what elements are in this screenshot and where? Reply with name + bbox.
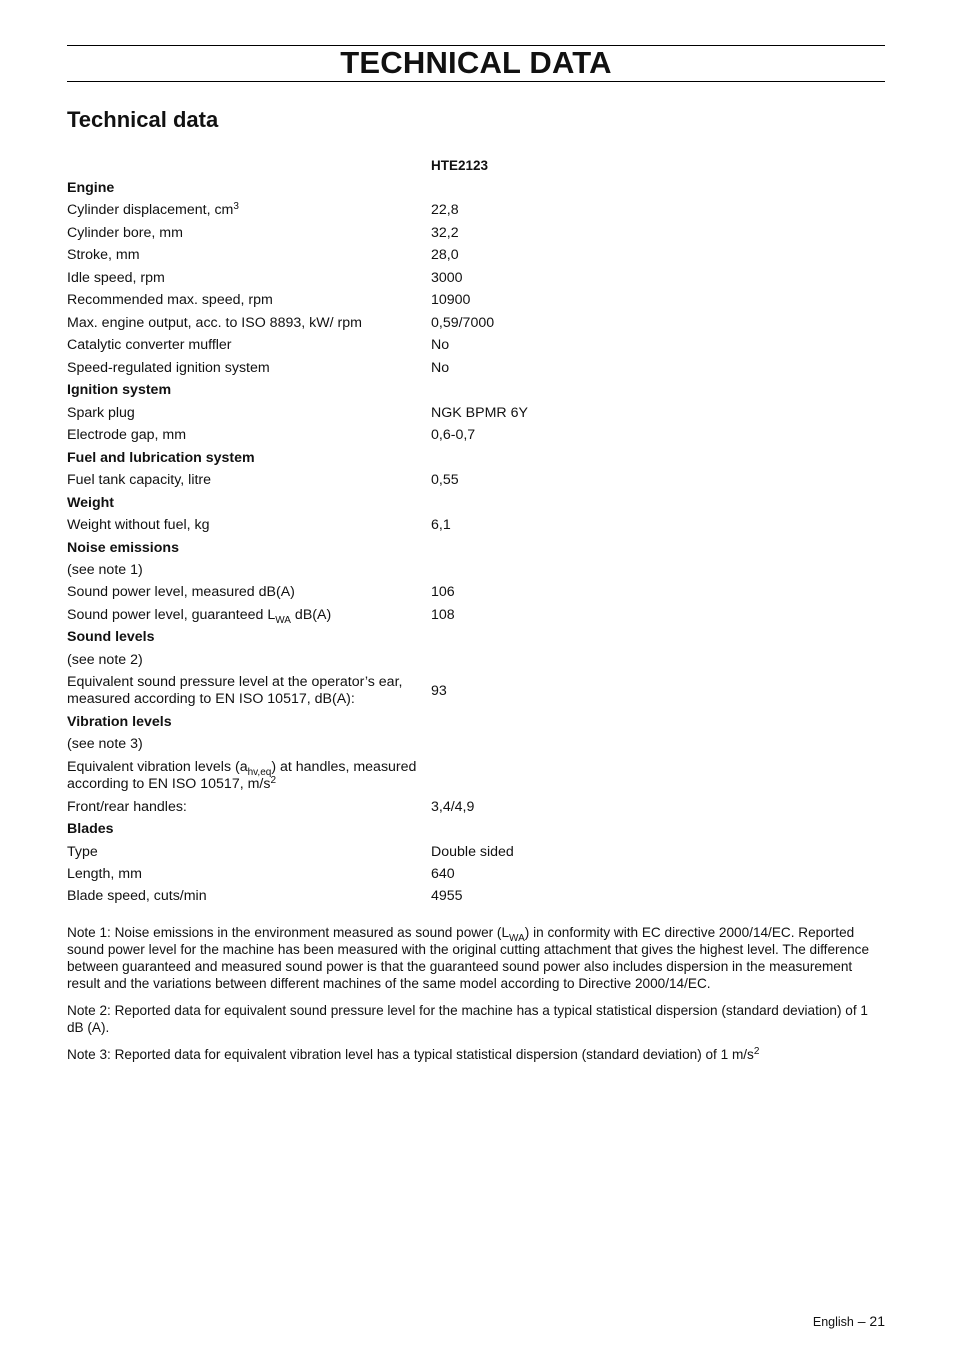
sound-power-guaranteed-label: Sound power level, guaranteed $L_{WA}$ dB(A) <box>67 607 332 626</box>
model-column-header: HTE2123 <box>431 158 489 173</box>
sound-power-guaranteed-value: 108 <box>431 607 455 623</box>
blade-length-label: Length, mm <box>67 866 142 882</box>
note-3: Note 3: Reported data for equivalent vibration level has a typical statistical dispersion (standard deviation) of 1 $m/s^2$ <box>67 1046 760 1062</box>
blade-length-value: 640 <box>431 866 455 882</box>
engine-output-label: Max. engine output, acc. to ISO 8893, kW/ rpm <box>67 315 362 331</box>
fuel-heading: Fuel and lubrication system <box>67 450 255 466</box>
sound-heading: Sound levels <box>67 629 155 645</box>
blade-type-label: Type <box>67 844 98 860</box>
vibration-note-ref: (see note 3) <box>67 736 143 752</box>
page-number: – 21 <box>857 1313 885 1329</box>
speed-regulated-value: No <box>431 360 450 376</box>
weight-heading: Weight <box>67 495 115 511</box>
noise-note-ref: (see note 1) <box>67 562 143 578</box>
spark-plug-value: NGK BPMR 6Y <box>431 405 528 421</box>
fuel-tank-value: 0,55 <box>431 472 459 488</box>
fuel-tank-label: Fuel tank capacity, litre <box>67 472 212 488</box>
catalytic-label: Catalytic converter muffler <box>67 337 232 353</box>
idle-speed-value: 3000 <box>431 270 463 286</box>
stroke-label: Stroke, mm <box>67 247 140 263</box>
note-2: Note 2: Reported data for equivalent sound pressure level for the machine has a typical statistical dispersion (standard deviation) of 1 dB (A). <box>67 1003 868 1035</box>
blade-speed-value: 4955 <box>431 888 463 904</box>
sound-power-measured-label: Sound power level, measured dB(A) <box>67 584 295 600</box>
electrode-gap-label: Electrode gap, mm <box>67 427 187 443</box>
bore-label: Cylinder bore, mm <box>67 225 183 241</box>
engine-heading: Engine <box>67 180 115 196</box>
footer-language: English <box>812 1315 854 1329</box>
catalytic-value: No <box>431 337 450 353</box>
idle-speed-label: Idle speed, rpm <box>67 270 165 286</box>
noise-heading: Noise emissions <box>67 540 179 556</box>
vibration-equivalent-label: Equivalent vibration levels $(a_{hv,eq})$ at handles, measured according to EN ISO 10517, $m/s^2$ <box>67 759 417 792</box>
note-1: Note 1: Noise emissions in the environment measured as sound power $(L_{WA})$ in conformity with EC directive 2000/14/EC. Reported sound power level for the machine has been measured with the original cutting attachment that gives the highest level. The difference between guaranteed and measured sound power is that the guaranteed sound power also includes dispersion in the measurement result and the variations between different machines of the same model according to Directive 2000/14/EC. <box>67 925 870 991</box>
stroke-value: 28,0 <box>431 247 459 263</box>
displacement-label: Cylinder displacement, $cm^3$ <box>67 201 239 218</box>
weight-label: Weight without fuel, kg <box>67 517 210 533</box>
spark-plug-label: Spark plug <box>67 405 135 421</box>
blade-type-value: Double sided <box>431 844 514 860</box>
page-footer <box>813 1311 885 1332</box>
bore-value: 32,2 <box>431 225 459 241</box>
page-banner-title: TECHNICAL DATA <box>340 45 612 80</box>
speed-regulated-label: Speed-regulated ignition system <box>67 360 270 376</box>
ignition-heading: Ignition system <box>67 382 172 398</box>
blades-heading: Blades <box>67 821 114 837</box>
blade-speed-label: Blade speed, cuts/min <box>67 888 207 904</box>
electrode-gap-value: 0,6-0,7 <box>431 427 476 443</box>
handles-label: Front/rear handles: <box>67 799 187 815</box>
sound-pressure-label: Equivalent sound pressure level at the operator’s ear, measured according to EN ISO 10517, dB(A): <box>67 674 403 707</box>
handles-value: 3,4/4,9 <box>431 799 475 815</box>
engine-output-value: 0,59/7000 <box>431 315 495 331</box>
sound-note-ref: (see note 2) <box>67 652 143 668</box>
header-bottom-rule <box>67 81 885 82</box>
displacement-value: 22,8 <box>431 202 459 218</box>
max-speed-label: Recommended max. speed, rpm <box>67 292 273 308</box>
max-speed-value: 10900 <box>431 292 471 308</box>
sound-power-measured-value: 106 <box>431 584 455 600</box>
notes-section <box>67 924 885 1073</box>
sound-pressure-value: 93 <box>431 683 447 699</box>
vibration-heading: Vibration levels <box>67 714 172 730</box>
section-title: Technical data <box>67 107 219 132</box>
weight-value: 6,1 <box>431 517 451 533</box>
